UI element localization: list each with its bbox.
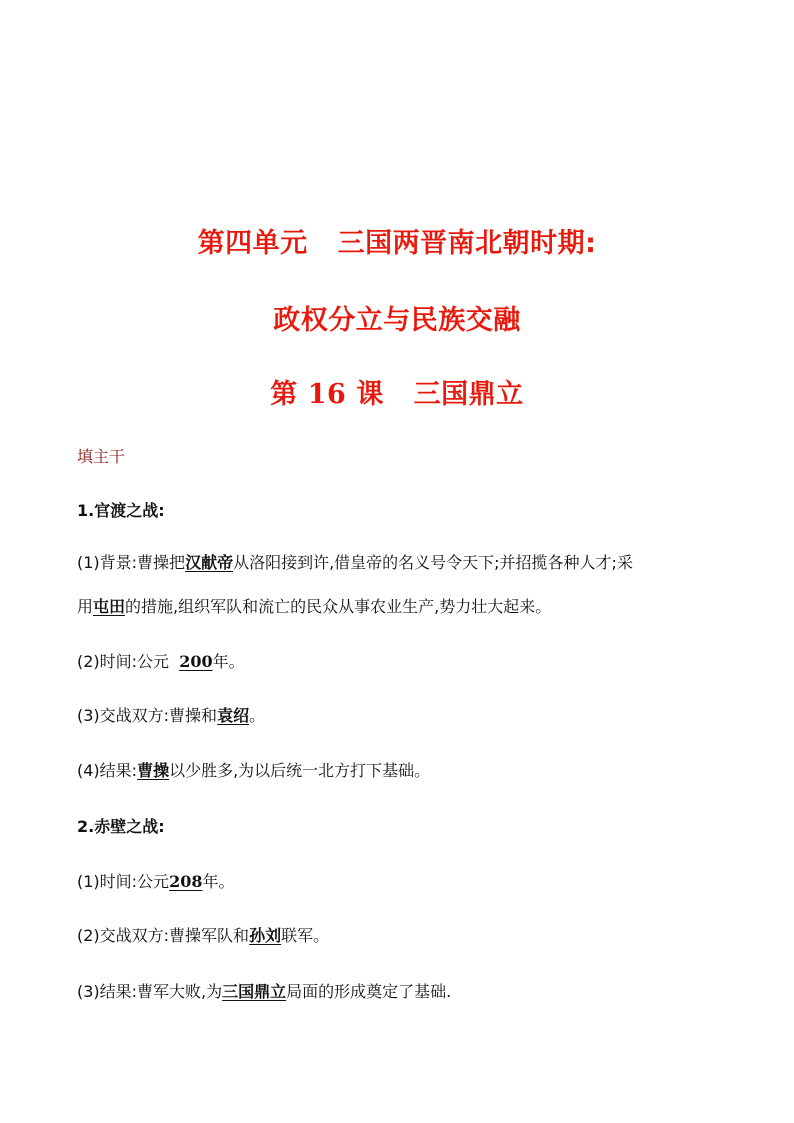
- lesson-number: 16: [307, 379, 347, 410]
- answer-blank: 屯田: [93, 597, 126, 616]
- chibi-time: (1)时间:公元208年。: [77, 872, 235, 891]
- unit-name: 三国两晋南北朝时期:: [337, 228, 597, 259]
- lesson-name: 三国鼎立: [413, 379, 524, 410]
- guandu-background-line2: 用屯田的措施,组织军队和流亡的民众从事农业生产,势力壮大起来。: [77, 597, 552, 616]
- answer-blank: 曹操: [137, 761, 170, 780]
- answer-blank: 200: [179, 652, 213, 671]
- answer-blank: 袁绍: [217, 706, 250, 725]
- unit-title: [0, 221, 794, 260]
- guandu-sides: (3)交战双方:曹操和袁绍。: [77, 706, 266, 725]
- lesson-title: 第 16 课 三国鼎立: [270, 379, 524, 410]
- answer-blank: 孙刘: [249, 926, 282, 945]
- section-heading-guandu: 1.官渡之战:: [77, 501, 165, 520]
- guandu-result: (4)结果:曹操以少胜多,为以后统一北方打下基础。: [77, 761, 431, 780]
- guandu-time: (2)时间:公元 200年。: [77, 652, 245, 671]
- answer-blank: 三国鼎立: [222, 982, 287, 1001]
- section-label: 填主干: [77, 447, 126, 466]
- chibi-result: (3)结果:曹军大败,为三国鼎立局面的形成奠定了基础.: [77, 982, 452, 1001]
- unit-number: 第四单元: [197, 228, 308, 259]
- chibi-sides: (2)交战双方:曹操军队和孙刘联军。: [77, 926, 330, 945]
- answer-blank: 208: [169, 872, 203, 891]
- section-heading-chibi: 2.赤壁之战:: [77, 817, 165, 836]
- unit-subtitle: 政权分立与民族交融: [273, 305, 521, 336]
- guandu-background-line1: (1)背景:曹操把汉献帝从洛阳接到许,借皇帝的名义号令天下;并招揽各种人才;采: [77, 553, 633, 572]
- answer-blank: 汉献帝: [185, 553, 234, 572]
